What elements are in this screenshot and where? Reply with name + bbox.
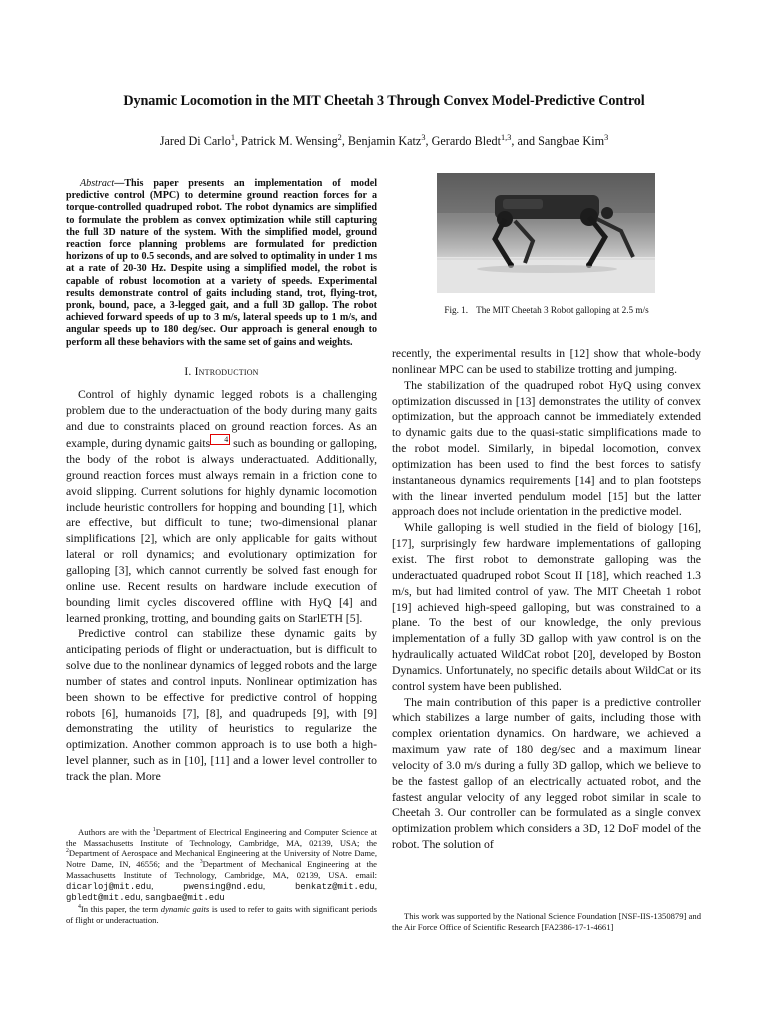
figure-label: Fig. 1. bbox=[444, 305, 469, 315]
author-list bbox=[40, 134, 728, 149]
abstract-label: Abstract bbox=[80, 178, 115, 189]
intro-paragraph-5: While galloping is well studied in the field of biology [16], [17], surprisingly few hardware implementations of galloping exist. The first robot to demonstrate galloping was the underactuated quadruped robot Scout II [18], which reached 1.3 m/s, but had limited control of yaw. The MIT Cheetah 1 robot [19] achieved high-speed galloping, but was constrained to a plane. To the best of our knowledge, the only previous implementation of a fully 3D gallop with yaw control is on the hydraulically actuated WildCat robot [20], developed by Boston Dynamics. Unfortunately, no specific details about WildCat or its control system have been published. bbox=[392, 521, 701, 693]
author: Sangbae Kim$^3$ bbox=[538, 132, 609, 148]
section-heading-introduction: I. Introduction bbox=[184, 364, 259, 378]
affiliation-footnote: Authors are with the $^1$Department of Electrical Engineering and Computer Science at the Massachusetts Institute of Technology, Cambridge, MA, 02139, USA; the $^2$Department of Aerospace and Mechanical Engineering at the University of Notre Dame, Notre Dame, IN, 46556; and the $^3$Department of Mechanical Engineering at the Massachusetts Institute of Technology, Cambridge, MA, 02139, USA. email: dicarloj@mit.edu, pwensing@nd.edu, benkatz@mit.edu, gbledt@mit.edu, sangbae@mit.edu bbox=[66, 827, 377, 904]
right-column bbox=[392, 170, 701, 853]
figure-caption: Fig. 1. The MIT Cheetah 3 Robot galloping at 2.5 m/s bbox=[444, 305, 649, 315]
intro-paragraph-4: The stabilization of the quadruped robot HyQ using convex optimization discussed in [13] demonstrates the utility of convex optimization, but the approach cannot be immediately extended to dynamic gaits due to the quasi-static simplifications made to the robot model. Similarly, in bipedal locomotion, convex optimization has been used to find the best forces to satisfy instantaneous dynamics requirements [14] and to plan footsteps with the linear inverted pendulum model [15] but the latter approach does not include orientation in the predictive model. bbox=[392, 378, 701, 519]
author: Jared Di Carlo$^1$, bbox=[159, 132, 242, 148]
email[interactable]: benkatz@mit.edu bbox=[294, 881, 375, 892]
footnote-4: $^4$In this paper, the term dynamic gaits is used to refer to gaits with significant periods of flight or underactuation. bbox=[66, 903, 377, 925]
email[interactable]: gbledt@mit.edu bbox=[66, 893, 141, 904]
email[interactable]: dicarloj@mit.edu bbox=[66, 881, 152, 892]
paper-title: Dynamic Locomotion in the MIT Cheetah 3 Through Convex Model-Predictive Control bbox=[123, 93, 645, 109]
author: Gerardo Bledt$^{1,3}$, and bbox=[431, 132, 539, 148]
author: Patrick M. Wensing$^2$, bbox=[241, 132, 348, 148]
intro-paragraph-3: recently, the experimental results in [12] show that whole-body nonlinear MPC can be used to stabilize trotting and jumping. bbox=[392, 347, 701, 376]
funding-footnote: This work was supported by the National Science Foundation [NSF-IIS-1350879] and the Air Force Office of Scientific Research [FA2386-17-1-4661] bbox=[392, 911, 701, 932]
intro-paragraph-2: Predictive control can stabilize these dynamic gaits by anticipating periods of flight or underactuation, but is difficult to solve due to the nonlinear dynamics of legged robots and the large number of states and control inputs. Nonlinear optimization has been shown to be effective for predictive control of hopping robots [6], humanoids [7], [8], and quadrupeds [9], with [9] demonstrating the utility of heuristics to regularize the optimization. Another common approach is to use both a high-level planner, such as in [10], [11] and a lower level controller to track the plan. More bbox=[66, 627, 377, 783]
left-footnotes bbox=[66, 827, 377, 925]
abstract-text: This paper presents an implementation of model predictive control (MPC) to determine ground reaction forces for a torque-controlled quadruped robot. The robot dynamics are simplified to formulate the problem as convex optimization while still capturing the full 3D nature of the system. With the simplified model, ground reaction force planning problems are formulated for prediction horizons of up to 0.5 seconds, and are solved to optimality in under 1 ms at a rate of 20-30 Hz. Despite using a simplified model, the robot is capable of robust locomotion at a variety of speeds. Experimental results demonstrate control of gaits including stand, trot, flying-trot, pronk, bound, pace, a 3-legged gait, and a full 3D gallop. The robot achieved forward speeds of up to 3 m/s, lateral speeds up to 1 m/s, and angular speeds up to 180 deg/sec. Our approach is general enough to perform all these behaviors with the same set of gains and weights. bbox=[66, 178, 377, 348]
left-column bbox=[66, 178, 377, 785]
intro-paragraph-6: The main contribution of this paper is a predictive controller which stabilizes a large number of gaits, including those with complex orientation dynamics. On hardware, we achieved a maximum yaw rate of 180 deg/sec and a maximum linear velocity of 3.0 m/s during a fully 3D gallop, which we believe to be the fastest gallop of an electrically actuated robot, and the fastest angular velocity of any legged robot similar in scale to Cheetah 3. Our controller can be formulated as a single convex optimization problem which considers a 3D, 12 DoF model of the robot. The solution of bbox=[392, 695, 701, 852]
author: Benjamin Katz$^3$, bbox=[347, 132, 432, 148]
intro-paragraph-1: Control of highly dynamic legged robots is a challenging problem due to the underactuation of the body during many gaits and due to constraints placed on ground reaction forces. As an example, during dynamic gaits 4 such as bounding or galloping, the body of the robot is always underactuated. Additionally, ground reaction forces must always remain in a friction cone to avoid slipping. Current solutions for highly dynamic locomotion include heuristic controllers for hopping and bounding [1], which are effective, but difficult to tune; two-dimensional planar simplifications [2], which are only applicable for gaits without lateral or roll dynamics; and evolutionary optimization for galloping [3], which cannot currently be solved fast enough for online use. Recent results on hardware include execution of bounding limit cycles discovered offline with HyQ [4] and learned pronking, trotting, and bounding gaits on StarlETH [5]. bbox=[66, 387, 378, 625]
abstract: Abstract—This paper presents an implementation of model predictive control (MPC) to determine ground reaction forces for a torque-controlled quadruped robot. The robot dynamics are simplified to formulate the problem as convex optimization while still capturing the full 3D nature of the system. With the simplified model, ground reaction force planning problems are formulated for prediction horizons of up to 0.5 seconds, and are solved to optimality in under 1 ms at a rate of 20-30 Hz. Despite using a simplified model, the robot is capable of robust locomotion at a variety of speeds. Experimental results demonstrate control of gaits including stand, trot, flying-trot, pronk, bound, pace, a 3-legged gait, and a full 3D gallop. The robot achieved forward speeds of up to 3 m/s, lateral speeds up to 1 m/s, and angular speeds up to 180 deg/sec. Our approach is general enough to perform all these behaviors with the same set of gains and weights. bbox=[66, 178, 377, 348]
robot-photo-illustration bbox=[437, 173, 655, 293]
email[interactable]: sangbae@mit.edu bbox=[144, 893, 225, 904]
email[interactable]: pwensing@nd.edu bbox=[183, 881, 264, 892]
figure-robot-photo bbox=[437, 173, 655, 293]
footnote-link[interactable]: 4 bbox=[210, 434, 230, 445]
